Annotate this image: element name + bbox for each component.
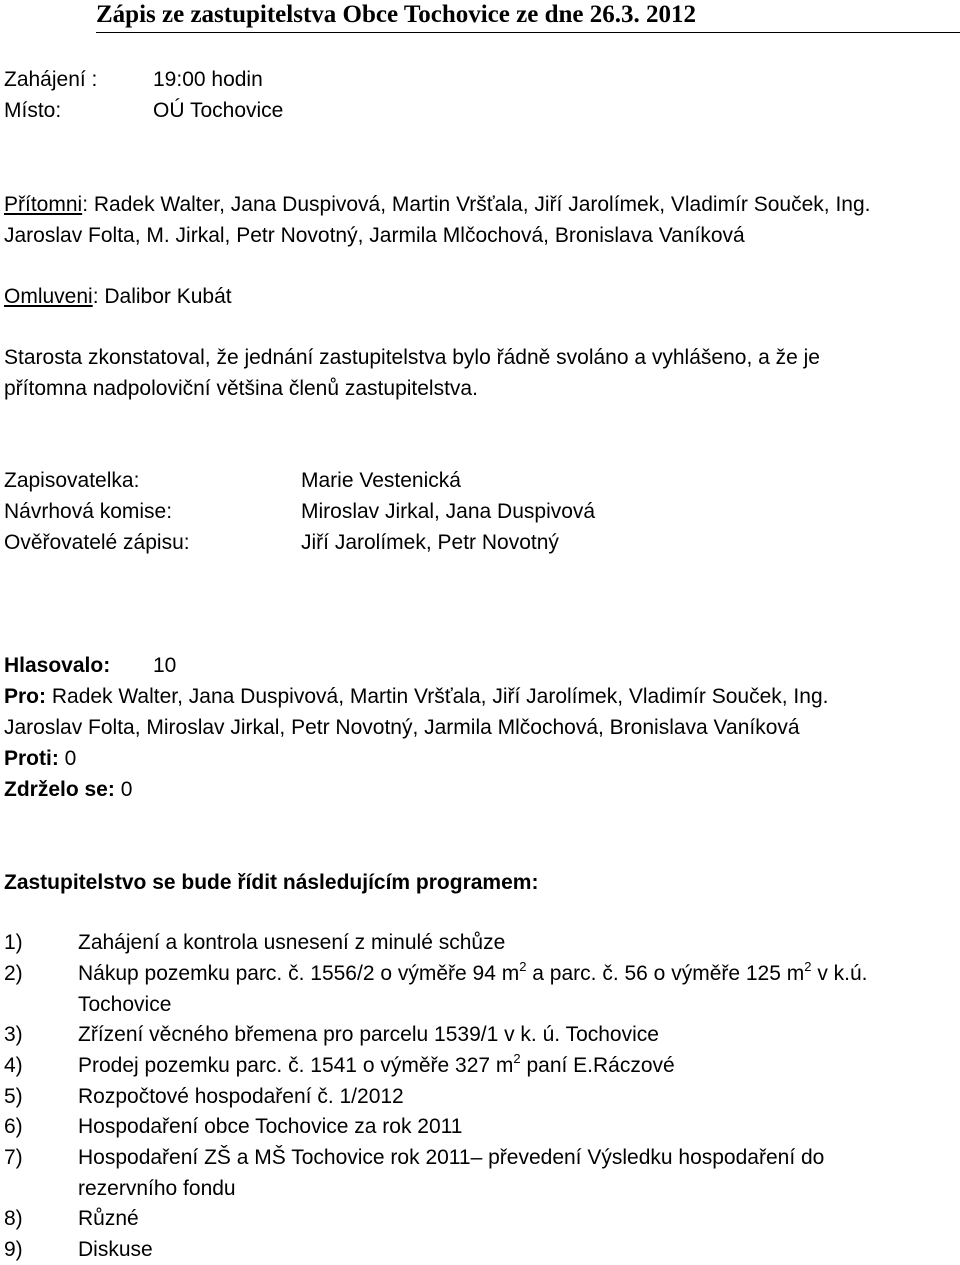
proti-value: 0 — [64, 747, 77, 770]
zahajeni-label: Zahájení : — [4, 68, 98, 91]
pro-text-1: Radek Walter, Jana Duspivová, Martin Vršťala, Jiří Jarolímek, Vladimír Souček, Ing. — [51, 685, 829, 708]
program-item-7 — [4, 1142, 824, 1173]
pro-label: Pro: — [4, 685, 46, 708]
omluveni-line — [4, 281, 232, 312]
zahajeni-value: 19:00 hodin — [153, 68, 263, 91]
program-item-number: 7) — [4, 1146, 23, 1169]
program-item-text: Zahájení a kontrola usnesení z minulé schůze — [78, 931, 506, 954]
superscript-2: 2 — [513, 1051, 521, 1066]
pritomni-sep: : — [82, 193, 89, 216]
pro-line-2: Jaroslav Folta, Miroslav Jirkal, Petr Novotný, Jarmila Mlčochová, Bronislava Vaníková — [4, 716, 800, 739]
misto-label: Místo: — [4, 99, 62, 122]
program-item-number: 2) — [4, 962, 23, 985]
superscript-2: 2 — [804, 959, 812, 974]
pritomni-text-1: Radek Walter, Jana Duspivová, Martin Vršťala, Jiří Jarolímek, Vladimír Souček, Ing. — [88, 193, 871, 216]
starosta-line-1: Starosta zkonstatoval, že jednání zastupitelstva bylo řádně svoláno a vyhlášeno, a že je — [4, 346, 820, 369]
hlasovalo-value: 10 — [153, 654, 177, 677]
program-item-2-continuation: Tochovice — [78, 993, 172, 1016]
proti-label: Proti: — [4, 747, 59, 770]
program-item-text-b: paní E.Ráczové — [520, 1054, 675, 1077]
program-item-number: 5) — [4, 1085, 23, 1108]
role-value-navrhova-komise: Miroslav Jirkal, Jana Duspivová — [301, 500, 596, 523]
program-item-text: Hospodaření obce Tochovice za rok 2011 — [78, 1115, 463, 1138]
program-item-8 — [4, 1203, 139, 1234]
role-value-overovatele: Jiří Jarolímek, Petr Novotný — [301, 531, 559, 554]
proti-line — [4, 743, 76, 774]
program-item-text: Různé — [78, 1207, 139, 1230]
program-item-number: 4) — [4, 1054, 23, 1077]
program-item-text-b: a parc. č. 56 o výměře 125 m — [526, 962, 805, 985]
role-label-zapisovatelka: Zapisovatelka: — [4, 469, 140, 492]
pritomni-label: Přítomni — [4, 193, 83, 216]
role-label-navrhova-komise: Návrhová komise: — [4, 500, 173, 523]
zdrzelo-label: Zdrželo se: — [4, 778, 115, 801]
program-item-number: 1) — [4, 931, 23, 954]
program-heading: Zastupitelstvo se bude řídit následujícím programem: — [4, 871, 539, 894]
program-item-text: Diskuse — [78, 1238, 153, 1261]
zdrzelo-line — [4, 774, 132, 805]
program-item-text-c: v k.ú. — [811, 962, 868, 985]
program-item-number: 9) — [4, 1238, 23, 1261]
program-item-6 — [4, 1111, 462, 1142]
hlasovalo-label: Hlasovalo: — [4, 654, 111, 677]
omluveni-text: Dalibor Kubát — [98, 285, 232, 308]
program-item-text-a: Nákup pozemku parc. č. 1556/2 o výměře 94 m — [78, 962, 520, 985]
program-item-5 — [4, 1081, 404, 1112]
pritomni-line-1 — [4, 189, 870, 220]
program-item-text: Rozpočtové hospodaření č. 1/2012 — [78, 1085, 404, 1108]
program-item-text: Hospodaření ZŠ a MŠ Tochovice rok 2011– převedení Výsledku hospodaření do — [78, 1146, 825, 1169]
omluveni-label: Omluveni — [4, 285, 93, 308]
role-value-zapisovatelka: Marie Vestenická — [301, 469, 461, 492]
program-item-7-continuation: rezervního fondu — [78, 1177, 236, 1200]
omluveni-sep: : — [92, 285, 99, 308]
program-item-3 — [4, 1019, 659, 1050]
program-item-4 — [4, 1050, 675, 1083]
program-item-1 — [4, 927, 505, 958]
zdrzelo-value: 0 — [120, 778, 133, 801]
superscript-2: 2 — [519, 959, 527, 974]
program-item-text: Zřízení věcného břemena pro parcelu 1539/1 v k. ú. Tochovice — [78, 1023, 659, 1046]
document-title: Zápis ze zastupitelstva Obce Tochovice ze dne 26.3. 2012 — [96, 0, 960, 33]
program-item-number: 8) — [4, 1207, 23, 1230]
misto-value: OÚ Tochovice — [153, 99, 284, 122]
role-label-overovatele: Ověřovatelé zápisu: — [4, 531, 190, 554]
program-item-text-a: Prodej pozemku parc. č. 1541 o výměře 327 m — [78, 1054, 514, 1077]
pritomni-line-2: Jaroslav Folta, M. Jirkal, Petr Novotný, Jarmila Mlčochová, Bronislava Vaníková — [4, 224, 745, 247]
starosta-line-2: přítomna nadpoloviční většina členů zastupitelstva. — [4, 377, 478, 400]
program-item-number: 3) — [4, 1023, 23, 1046]
program-item-2 — [4, 958, 868, 991]
program-item-9 — [4, 1234, 153, 1265]
pro-line-1 — [4, 681, 828, 712]
program-item-number: 6) — [4, 1115, 23, 1138]
